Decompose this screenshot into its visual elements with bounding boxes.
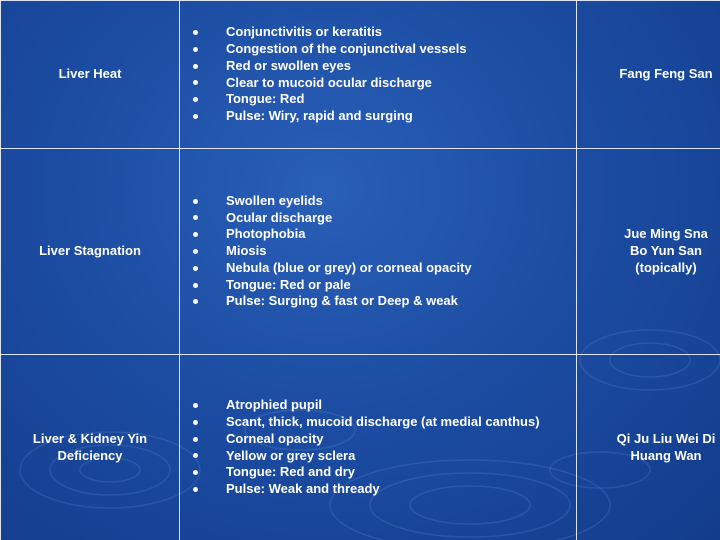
list-item xyxy=(188,260,576,277)
symptom-text: Pulse: Weak and thready xyxy=(226,481,380,497)
formula-cell xyxy=(577,355,720,540)
list-item xyxy=(188,210,576,227)
bullet-dot-icon xyxy=(193,47,198,52)
condition-cell: Liver Stagnation xyxy=(1,149,180,355)
bullet-dot-icon xyxy=(193,97,198,102)
bullet-dot-icon xyxy=(193,30,198,35)
list-item xyxy=(188,481,576,498)
bullet-dot-icon xyxy=(193,470,198,475)
list-item xyxy=(188,41,576,58)
symptom-text: Photophobia xyxy=(226,226,306,242)
condition-text: Liver & Kidney Yin xyxy=(32,430,148,446)
condition-cell xyxy=(1,355,180,540)
symptom-text: Pulse: Surging & fast or Deep & weak xyxy=(226,293,458,309)
list-item xyxy=(188,464,576,481)
formula-note: (topically) xyxy=(635,259,697,275)
formula-cell xyxy=(577,1,720,149)
symptom-text: Conjunctivitis or keratitis xyxy=(226,24,383,40)
condition-cell: Liver Heat xyxy=(1,1,180,149)
symptom-list xyxy=(180,193,576,311)
symptom-text: Tongue: Red xyxy=(226,91,305,107)
list-item xyxy=(188,431,576,448)
bullet-dot-icon xyxy=(193,420,198,425)
symptom-text: Pulse: Wiry, rapid and surging xyxy=(226,108,413,124)
condition-text: Deficiency xyxy=(57,447,123,463)
bullet-dot-icon xyxy=(193,487,198,492)
bullet-dot-icon xyxy=(193,403,198,408)
list-item xyxy=(188,193,576,210)
list-item xyxy=(188,448,576,465)
bullet-dot-icon xyxy=(193,199,198,204)
symptom-text: Atrophied pupil xyxy=(226,397,323,413)
list-item xyxy=(188,277,576,294)
bullet-dot-icon xyxy=(193,80,198,85)
symptom-text: Tongue: Red or pale xyxy=(226,276,351,292)
bullet-dot-icon xyxy=(193,232,198,237)
list-item xyxy=(188,414,576,431)
formula-cell xyxy=(577,149,720,355)
symptom-text: Swollen eyelids xyxy=(226,192,323,208)
formula-text: Jue Ming Sna xyxy=(624,226,708,242)
bullet-dot-icon xyxy=(193,215,198,220)
symptom-list xyxy=(180,24,576,125)
symptom-list xyxy=(180,397,576,498)
symptom-text: Tongue: Red and dry xyxy=(226,464,356,480)
symptoms-cell xyxy=(180,149,577,355)
symptom-text: Ocular discharge xyxy=(226,209,333,225)
list-item xyxy=(188,58,576,75)
list-item xyxy=(188,243,576,260)
formula-text: Bo Yun San xyxy=(630,243,702,259)
table-row xyxy=(1,1,720,149)
list-item xyxy=(188,75,576,92)
symptom-text: Nebula (blue or grey) or corneal opacity xyxy=(226,259,472,275)
list-item xyxy=(188,397,576,414)
symptom-text: Congestion of the conjunctival vessels xyxy=(226,40,467,56)
symptom-text: Clear to mucoid ocular discharge xyxy=(226,74,432,90)
symptom-text: Miosis xyxy=(226,243,267,259)
symptom-text: Scant, thick, mucoid discharge (at medial canthus) xyxy=(226,413,540,429)
formula-text: Huang Wan xyxy=(630,447,702,463)
formula-text: Fang Feng San xyxy=(619,66,713,82)
list-item xyxy=(188,24,576,41)
list-item xyxy=(188,91,576,108)
bullet-dot-icon xyxy=(193,437,198,442)
bullet-dot-icon xyxy=(193,114,198,119)
bullet-dot-icon xyxy=(193,283,198,288)
symptoms-cell xyxy=(180,1,577,149)
symptom-text: Corneal opacity xyxy=(226,430,324,446)
bullet-dot-icon xyxy=(193,64,198,69)
list-item xyxy=(188,293,576,310)
bullet-dot-icon xyxy=(193,453,198,458)
table-row xyxy=(1,149,720,355)
table-row xyxy=(1,355,720,540)
symptom-text: Yellow or grey sclera xyxy=(226,447,356,463)
symptom-text: Red or swollen eyes xyxy=(226,57,351,73)
list-item xyxy=(188,226,576,243)
bullet-dot-icon xyxy=(193,249,198,254)
bullet-dot-icon xyxy=(193,266,198,271)
symptoms-cell xyxy=(180,355,577,540)
formula-text: Qi Ju Liu Wei Di xyxy=(616,430,716,446)
list-item xyxy=(188,108,576,125)
bullet-dot-icon xyxy=(193,299,198,304)
